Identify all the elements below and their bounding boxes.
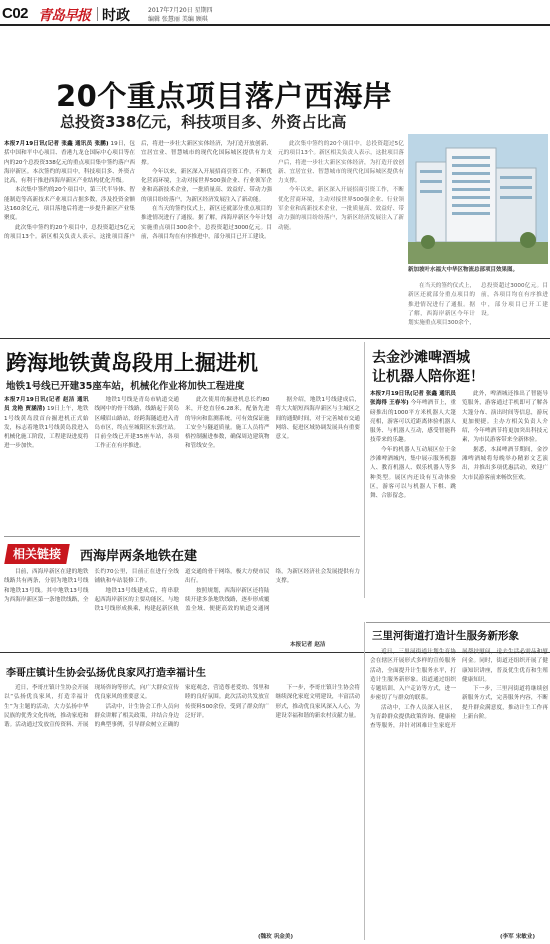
building-rendering-image: [408, 134, 548, 264]
lead-body-continued: 此次集中签约的20个项目中，总投资超过5亿元的项目13个。新区相关负责人表示，这批项目落户后，将进一步壮大新区实体经济，为打造开放创新、宜居宜业、智慧城市的现代化国际城区提供有力支撑。 今年以来，新区深入开展招商引资工作，不断优化营商环境，主动对接世界500强企业、行业领军企业和高新技术企业，一批质量高、效益好、带动力强的项目纷纷落户，为新区经济发展注入了新动能。: [278, 141, 404, 231]
section-title: 时政: [102, 8, 130, 24]
page-header: [0, 0, 550, 26]
beer-headline: 去金沙滩啤酒城: [372, 350, 470, 366]
subway-body: 本报7月19日讯(记者 赵洁 通讯员 龙艳 贾涵清) 19日上午，地铁1号线黄岛段首台掘进机正式始发，标志着地铁1号线黄岛段进入机械化施工阶段，工程建设进度将进一步加快。 地铁1号线是青岛市轨道交通线网中的骨干线路，线路起于黄岛区峨眉山路站，经跨海隧道进入青岛市区，终点至城阳区东郭庄站。目前全线已开建35座车站，各项工作正在有序推进。 此次使用的掘进机总长约80米，开挖直径6.28米，配备先进的导向和监测系统，可有效保证施工安全与隧道质量。施工人员将严格控制掘进参数，确保周边建筑物和管线安全。 据介绍，地铁1号线建成后，将大大缩短西海岸新区与主城区之间的通勤时间，对于完善城市交通网络、促进区域协调发展具有重要意义。: [4, 397, 360, 450]
related-link-label: 相关链接: [12, 547, 61, 561]
lige-byline: (魏玫 巩金美): [258, 934, 294, 940]
related-link-kicker: [4, 544, 70, 564]
lead-headline: 20个重点项目落户西海岸: [56, 79, 393, 113]
xihai-headline: 西海岸两条地铁在建: [80, 549, 198, 564]
beer-headline-line2: 让机器人陪你逛！: [372, 369, 484, 385]
newspaper-logo: 青岛早报: [38, 8, 90, 24]
lead-dateline: 本报7月19日讯(记者 张鑫 通讯员 张鹏): [4, 141, 109, 147]
beer-dateline: 本报7月19日讯(记者 张鑫 通讯员 张海得 王春岑): [370, 391, 456, 407]
page-number: C02: [2, 5, 29, 22]
sanli-byline: (李军 宋敏业): [500, 934, 536, 940]
lige-body: 近日，李哥庄镇计生协会开展以“弘扬优良家风，打造幸福计生”为主题的活动，大力弘扬中华民族的优秀文化传统，推动家庭和谐。活动通过发放宣传资料、开展现场咨询等形式，向广大群众宣传优良家风的重要意义。 活动中，计生协会工作人员向群众讲解了相关政策，并结合身边的典型事例，引导群众树立正确的家庭观念，营造尊老爱幼、邻里和睦的良好氛围。此次活动共发放宣传资料500余份，受到了群众的广泛好评。 下一步，李哥庄镇计生协会将继续深化家庭文明建设，丰富活动形式，推动优良家风深入人心，为建设幸福和谐的新农村贡献力量。: [4, 685, 360, 729]
sanli-headline: 三里河街道打造计生服务新形象: [372, 630, 519, 642]
photo-caption: 新加坡叶水福大中华区物流总部项目效果图。: [408, 267, 519, 273]
lige-headline: 李哥庄镇计生协会弘扬优良家风打造幸福计生: [6, 668, 206, 679]
xihai-byline: 本报记者 赵洁: [290, 642, 326, 648]
beer-body: 本报7月19日讯(记者 张鑫 通讯员 张海得 王春岑) 今年啤酒节上，重磅推出的1000平方米机器人大篷亮相，游客可以近距离体验机器人服务、与机器人互动，感受智能科技带来的乐趣。 今年的机器人互动展区位于金沙滩啤酒城内，集中展示服务机器人、教育机器人、娱乐机器人等多种类型。展区内还设有互动体验区，游客可以与机器人下棋、跳舞、合影留念。 此外，啤酒城还推出了智能导览服务，游客通过手机即可了解各大篷分布、演出时间等信息，游玩更加便捷。主办方相关负责人介绍，今年啤酒节将更加突出科技元素，为市民游客带来全新体验。 据悉，本届啤酒节期间，金沙滩啤酒城将每晚举办精彩文艺演出，并推出多项优惠活动，欢迎广大市民游客前来畅饮狂欢。: [370, 391, 548, 500]
subway-headline: 跨海地铁黄岛段用上掘进机: [6, 351, 258, 375]
date-line: 2017年7月20日 星期四: [148, 7, 213, 14]
lead-photo: [408, 134, 548, 264]
lead-subheadline: 总投资338亿元，科技项目多、外资占比高: [60, 113, 347, 131]
subway-subheadline: 地铁1号线已开建35座车站，机械化作业将加快工程进度: [6, 381, 245, 392]
sanli-body: 近日，三里河街道计划生育协会在辖区开展形式多样的宣传服务活动，全面提升计生服务水平，打造计生服务新形象。街道通过组织专题培训、入户走访等方式，进一步密切了与群众的联系。 活动中，工作人员深入社区，为育龄群众提供政策咨询、健康检查等服务，并针对困难计生家庭开展帮扶慰问，送去生活必需品和慰问金。同时，街道还组织开展了健康知识讲座，普及优生优育和生殖健康知识。 下一步，三里河街道将继续创新服务方式，完善服务内容，不断提升群众满意度，推动计生工作再上新台阶。: [370, 649, 548, 730]
lead-body-tail: 在当天的签约仪式上，新区还就部分重点项目的推进情况进行了通报。据了解，西海岸新区今年计划实施重点项目300余个，总投资超过3000亿元。目前，各项目均在有序推进中，部分项目已开工建设。: [408, 283, 548, 327]
lead-body: 本报7月19日讯(记者 张鑫 通讯员 张鹏) 19日，包括中国和平中心项目、香港九龙仓国际中心项目等在内的20个总投资338亿元的重点项目集中签约落户西海岸新区。本次签约的项目中，科技项目多、外资占比高，有利于推进西海岸新区产业结构优化升级。 本次集中签约的20个项目中，第三代半导体、智能制造等高新技术产业项目占据多数，涉及投资金额达160余亿元，项目落地后将进一步提升新区产业集聚度。 此次集中签约的20个项目中，总投资超过5亿元的项目13个。新区相关负责人表示，这批项目落户后，将进一步壮大新区实体经济，为打造开放创新、宜居宜业、智慧城市的现代化国际城区提供有力支撑。 今年以来，新区深入开展招商引资工作，不断优化营商环境，主动对接世界500强企业、行业领军企业和高新技术企业，一批质量高、效益好、带动力强的项目纷纷落户，为新区经济发展注入了新动能。 在当天的签约仪式上，新区还就部分重点项目的推进情况进行了通报。据了解，西海岸新区今年计划实施重点项目300余个，总投资超过3000亿元。目前，各项目均在有序推进中，部分项目已开工建设。: [4, 141, 272, 240]
subway-dateline: 本报7月19日讯(记者 赵洁 通讯员 龙艳 贾涵清): [4, 397, 89, 413]
editors-line: 编辑 张慧丽 美编 顾琪: [148, 16, 208, 23]
xihai-body: 目前，西海岸新区在建的地铁线路共有两条，分别为地铁1号线和地铁13号线。其中地铁13号线为西海岸新区第一条地铁线路，全长约70公里，目前正在进行全线铺轨和车站装修工作。 地铁13号线建成后，将串联起西海岸新区的主要功能区，与地铁1号线形成换乘，构建起新区轨道交通的骨干网络，极大方便市民出行。 按照规划，西海岸新区还将陆续开建多条地铁线路，逐步形成覆盖全域、便捷高效的轨道交通网络，为新区经济社会发展提供有力支撑。: [4, 569, 360, 613]
